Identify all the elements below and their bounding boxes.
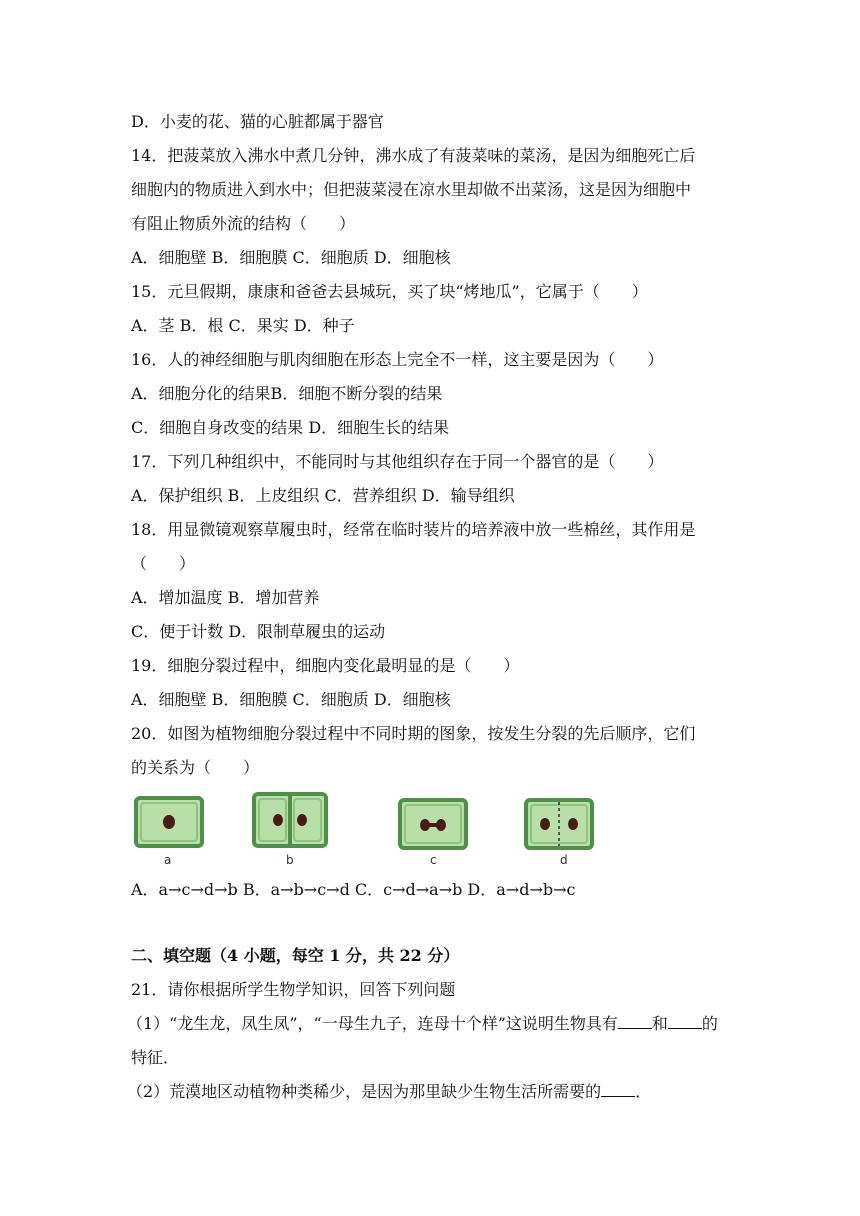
q21-part2-end: ． <box>635 1082 652 1101</box>
cell-stage-b <box>250 790 330 850</box>
figure-label-c: c <box>430 853 437 867</box>
q21-part1-text: （1）“龙生龙，凤生凤”，“一母生九子，连母十个样”这说明生物具有 <box>127 1014 618 1033</box>
q14-stem-line2: 细胞内的物质进入到水中；但把菠菜浸在凉水里却做不出菜汤，这是因为细胞中 <box>131 180 692 199</box>
answer-blank-1[interactable] <box>618 1014 652 1029</box>
figure-label-a: a <box>164 853 172 867</box>
q17-stem: 17．下列几种组织中，不能同时与其他组织存在于同一个器官的是（ ） <box>131 452 664 471</box>
q16-options-row2: C．细胞自身改变的结果 D．细胞生长的结果 <box>131 418 450 437</box>
q14-options: A．细胞壁 B．细胞膜 C．细胞质 D．细胞核 <box>131 248 451 267</box>
q20-stem-line2: 的关系为（ ） <box>131 758 260 777</box>
answer-blank-2[interactable] <box>668 1014 702 1029</box>
q19-options: A．细胞壁 B．细胞膜 C．细胞质 D．细胞核 <box>131 690 451 709</box>
cell-stage-a <box>132 794 206 850</box>
q18-stem-line1: 18．用显微镜观察草履虫时，经常在临时装片的培养液中放一些棉丝，其作用是 <box>131 520 696 539</box>
cell-stage-d <box>522 796 596 852</box>
figure-label-d: d <box>560 853 568 867</box>
q14-stem-line1: 14．把菠菜放入沸水中煮几分钟，沸水成了有菠菜味的菜汤，是因为细胞死亡后 <box>131 146 696 165</box>
section2-heading: 二、填空题（4 小题，每空 1 分，共 22 分） <box>131 946 460 965</box>
q21-part1-cont: 特征． <box>131 1048 180 1067</box>
q17-options: A．保护组织 B．上皮组织 C．营养组织 D．输导组织 <box>131 486 515 505</box>
q21-part1-end: 的 <box>701 1014 718 1033</box>
q18-options-row1: A．增加温度 B．增加营养 <box>131 588 320 607</box>
q20-stem-line1: 20．如图为植物细胞分裂过程中不同时期的图象，按发生分裂的先后顺序，它们 <box>131 724 696 743</box>
answer-blank-3[interactable] <box>601 1082 635 1097</box>
q18-stem-line2: （ ） <box>131 554 196 573</box>
q21-part2 <box>127 1082 651 1102</box>
q13-option-d: D．小麦的花、猫的心脏都属于器官 <box>131 112 384 131</box>
q16-options-row1: A．细胞分化的结果B．细胞不断分裂的结果 <box>131 384 443 403</box>
figure-label-b: b <box>286 853 294 867</box>
q15-stem: 15．元旦假期，康康和爸爸去县城玩，买了块“烤地瓜”，它属于（ ） <box>131 282 648 301</box>
q21-part2-text: （2）荒漠地区动植物种类稀少，是因为那里缺少生物生活所需要的 <box>127 1082 602 1101</box>
q21-stem: 21．请你根据所学生物学知识，回答下列问题 <box>131 980 456 999</box>
q19-stem: 19．细胞分裂过程中，细胞内变化最明显的是（ ） <box>131 656 520 675</box>
q15-options: A．茎 B．根 C．果实 D．种子 <box>131 316 355 335</box>
q21-part1-and: 和 <box>651 1014 668 1033</box>
q21-part1 <box>127 1014 718 1034</box>
cell-stage-c <box>396 796 470 852</box>
q20-options: A．a→c→d→b B．a→b→c→d C．c→d→a→b D．a→d→b→c <box>131 880 576 899</box>
q18-options-row2: C．便于计数 D．限制草履虫的运动 <box>131 622 386 641</box>
q14-stem-line3: 有阻止物质外流的结构（ ） <box>131 214 356 233</box>
q16-stem: 16．人的神经细胞与肌肉细胞在形态上完全不一样，这主要是因为（ ） <box>131 350 664 369</box>
